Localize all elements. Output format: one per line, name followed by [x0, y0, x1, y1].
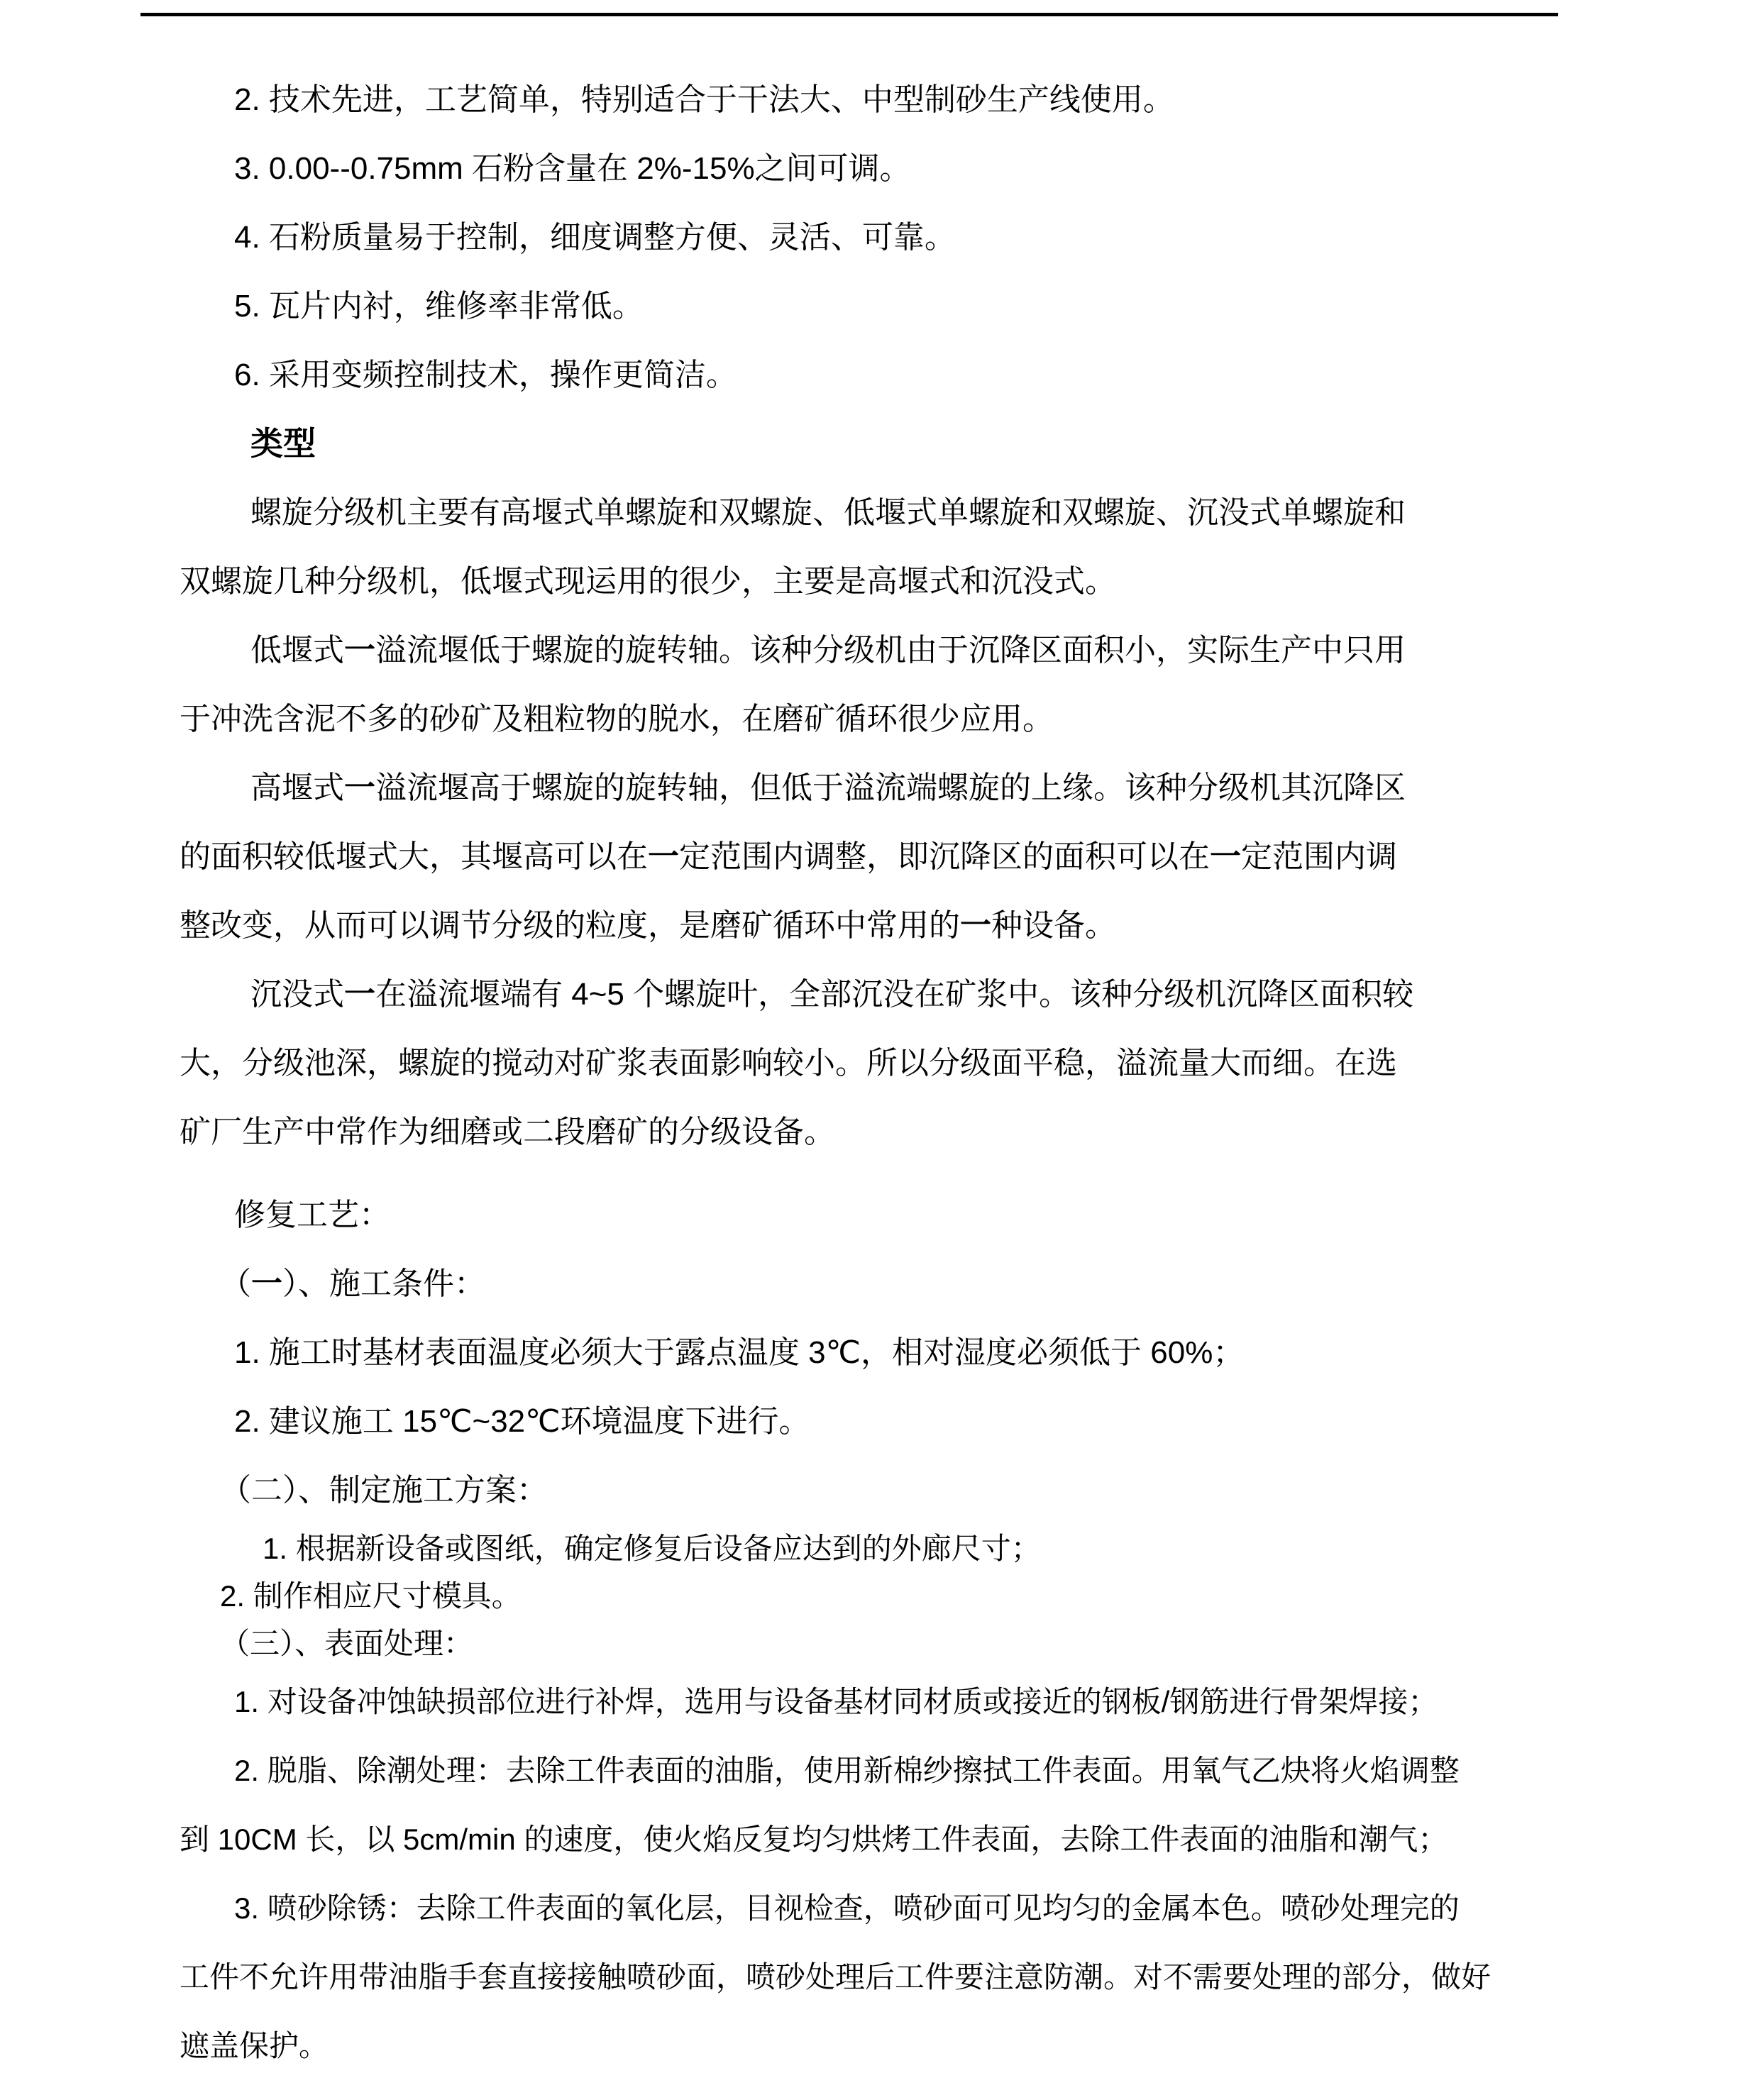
text-line: 沉没式一在溢流堰端有 4~5 个螺旋叶，全部沉没在矿浆中。该种分级机沉降区面积较 [250, 977, 1414, 1012]
text-line: 工件不允许用带油脂手套直接接触喷砂面，喷砂处理后工件要注意防潮。对不需要处理的部分，做好 [180, 1960, 1491, 1994]
document-body [180, 65, 1599, 2080]
text-line: 低堰式一溢流堰低于螺旋的旋转轴。该种分级机由于沉降区面积小，实际生产中只用 [250, 633, 1406, 668]
heavy-dash-glyph: 一 [344, 770, 375, 805]
section-heading: 类型 [250, 425, 316, 462]
text-line: 整改变，从而可以调节分级的粒度，是磨矿循环中常用的一种设备。 [180, 908, 1116, 943]
heavy-dash-glyph: 一 [344, 633, 375, 668]
text-line: （三）、表面处理： [220, 1627, 474, 1660]
header-rule-line [140, 13, 1558, 16]
text-line: 2. 脱脂、除潮处理：去除工件表面的油脂，使用新棉纱擦拭工件表面。用氧气乙炔将火焰调整 [234, 1754, 1460, 1787]
text-line: 大，分级池深，螺旋的搅动对矿浆表面影响较小。所以分级面平稳，溢流量大而细。在选 [180, 1046, 1397, 1081]
text-line: 3. 0.00--0.75mm 石粉含量在 2%-15%之间可调。 [234, 151, 911, 186]
text-line: 螺旋分级机主要有高堰式单螺旋和双螺旋、低堰式单螺旋和双螺旋、沉没式单螺旋和 [250, 495, 1406, 530]
heavy-dash-glyph: 一 [1210, 839, 1241, 874]
text-line: 2. 技术先进，工艺简单，特别适合于干法大、中型制砂生产线使用。 [234, 82, 1174, 117]
text-line: 矿厂生产中常作为细磨或二段磨矿的分级设备。 [180, 1115, 835, 1149]
text-line: 2. 建议施工 15℃~32℃环境温度下进行。 [234, 1404, 810, 1439]
text-line: 6. 采用变频控制技术，操作更简洁。 [234, 358, 737, 392]
heavy-dash-glyph: 一 [344, 977, 375, 1012]
heavy-dash-glyph: 一 [648, 839, 679, 874]
text-line: 2. 制作相应尺寸模具。 [220, 1579, 522, 1613]
text-line: 遮盖保护。 [180, 2029, 329, 2062]
text-line: 4. 石粉质量易于控制，细度调整方便、灵活、可靠。 [234, 220, 956, 255]
heavy-dash-glyph: 一 [251, 1266, 282, 1301]
text-line: 1. 对设备冲蚀缺损部位进行补焊，选用与设备基材同材质或接近的钢板/钢筋进行骨架焊接； [234, 1685, 1438, 1718]
text-line: 于冲洗含泥不多的砂矿及粗粒物的脱水，在磨矿循环很少应用。 [180, 702, 1054, 736]
text-line: （一）、施工条件： [220, 1266, 485, 1301]
text-line: 修复工艺： [234, 1198, 390, 1232]
text-line: （二）、制定施工方案： [220, 1473, 548, 1508]
text-line: 1. 施工时基材表面温度必须大于露点温度 3℃，相对湿度必须低于 60%； [234, 1335, 1245, 1370]
text-line: 5. 瓦片内衬，维修率非常低。 [234, 289, 644, 324]
text-line: 1. 根据新设备或图纸，确定修复后设备应达到的外廊尺寸； [263, 1532, 1041, 1565]
text-line: 双螺旋几种分级机，低堰式现运用的很少，主要是高堰式和沉没式。 [180, 564, 1116, 599]
text-line: 高堰式一溢流堰高于螺旋的旋转轴，但低于溢流端螺旋的上缘。该种分级机其沉降区 [250, 770, 1406, 805]
text-line: 的面积较低堰式大，其堰高可以在一定范围内调整，即沉降区的面积可以在一定范围内调 [180, 839, 1397, 874]
text-line: 到 10CM 长，以 5cm/min 的速度，使火焰反复均匀烘烤工件表面，去除工件表面的油脂和潮气； [180, 1823, 1448, 1856]
heavy-dash-glyph: 一 [960, 908, 991, 943]
text-line: 3. 喷砂除锈：去除工件表面的氧化层，目视检查，喷砂面可见均匀的金属本色。喷砂处理完的 [234, 1891, 1460, 1925]
